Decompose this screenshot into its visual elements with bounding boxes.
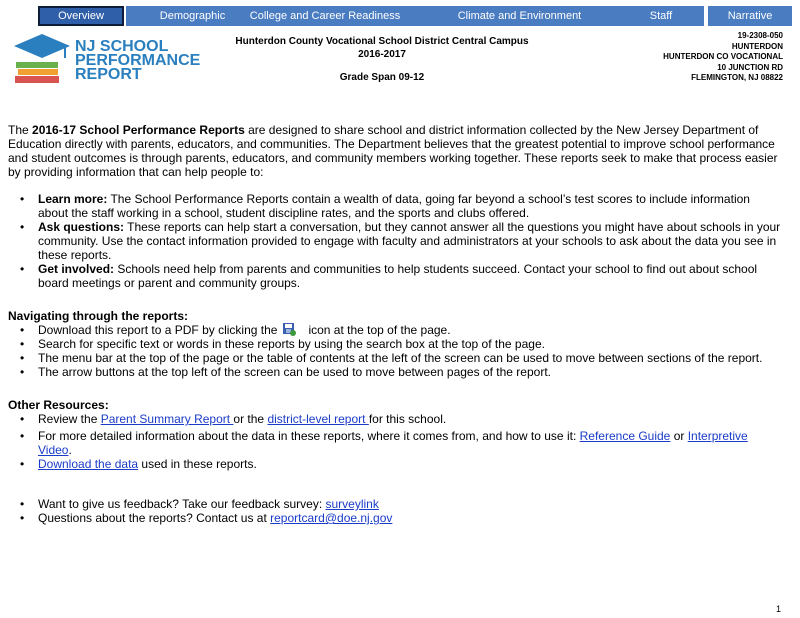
parent-summary-link[interactable]: Parent Summary Report [100,412,234,426]
county: HUNTERDON [731,41,783,51]
district: HUNTERDON CO VOCATIONAL [663,52,783,61]
list-item: • Search for specific text or words in these reports by using the search box at the top of the page. [8,337,783,351]
list-item: • Questions about the reports? Contact us at reportcard@doe.nj.gov [8,511,783,525]
nav-heading: Navigating through the reports: [8,309,188,323]
list-item: • Download this report to a PDF by clicking the icon at the top of the page. [8,323,783,337]
tab-climate-environment[interactable]: Climate and Environment [421,6,618,26]
list-item: • The menu bar at the top of the page or the table of contents at the left of the screen can be used to move between sections of the report. [8,351,783,365]
tab-overview[interactable]: Overview [38,6,124,26]
street: 10 JUNCTION RD [717,62,783,72]
grade-span: Grade Span 09-12 [339,72,425,83]
school-code: 19-2308-050 [737,31,783,40]
list-item: • Review the Parent Summary Report or the district-level report for this school. [8,412,783,426]
page-number: 1 [775,604,781,614]
list-item: • Learn more: The School Performance Reports contain a wealth of data, going far beyond a school’s test scores to include information about the staff working in a school, student discipline rates, and the sports and clubs offered. [8,192,783,220]
list-item: • Ask questions: These reports can help start a conversation, but they cannot answer all the questions you might have about schools in your community. Use the contact information provided to engage with faculty and administrators at your schools to ask about the data you see in these reports. [8,220,783,262]
tab-college-career-readiness[interactable]: College and Career Readiness [225,6,425,26]
interpretive-video-link[interactable]: Interpretive Video [38,429,748,457]
school-year: 2016-2017 [358,49,406,60]
list-item: • Get involved: Schools need help from parents and communities to help students succeed. Contact your school to find out about school board meetings or parent and community groups. [8,262,783,290]
survey-link[interactable]: surveylink [325,497,379,511]
tab-staff[interactable]: Staff [618,6,704,26]
intro-paragraph: The 2016-17 School Performance Reports are designed to share school and district information collected by the New Jersey Department of Education directly with parents, educators, and communities. The Department believes that the greatest potential to improve school performance and student outcomes is through parents, educators, and community members working together. These reports seek to make that process easier by providing information that can help people to: [8,123,778,179]
main-content [8,123,783,525]
tab-demographic[interactable]: Demographic [126,6,259,26]
reference-guide-link[interactable]: Reference Guide [579,429,671,443]
tab-narrative[interactable]: Narrative [708,6,792,26]
list-item: • Want to give us feedback? Take our feedback survey: surveylink [8,497,783,511]
resources-list [8,412,783,471]
download-data-link[interactable]: Download the data [38,457,139,471]
report-nav-tabs [38,6,792,26]
list-item: • The arrow buttons at the top left of the screen can be used to move between pages of the report. [8,365,783,379]
school-address [663,31,783,84]
feedback-list [8,497,783,525]
logo-text: NJ SCHOOL PERFORMANCE REPORT [75,38,201,83]
district-report-link[interactable]: district-level report [267,412,369,426]
nav-list [8,323,783,379]
list-item: • For more detailed information about the data in these reports, where it comes from, and how to use it: Reference Guide or Interpretive Video. [8,429,783,457]
school-header [200,35,564,61]
list-item: • Download the data used in these reports. [8,457,783,471]
school-name: Hunterdon County Vocational School District Central Campus [235,36,529,47]
pdf-download-icon[interactable] [283,323,296,336]
resources-heading: Other Resources: [8,398,109,412]
purpose-list [8,192,783,290]
contact-email-link[interactable]: reportcard@doe.nj.gov [270,511,393,525]
city: FLEMINGTON, NJ 08822 [691,73,783,82]
